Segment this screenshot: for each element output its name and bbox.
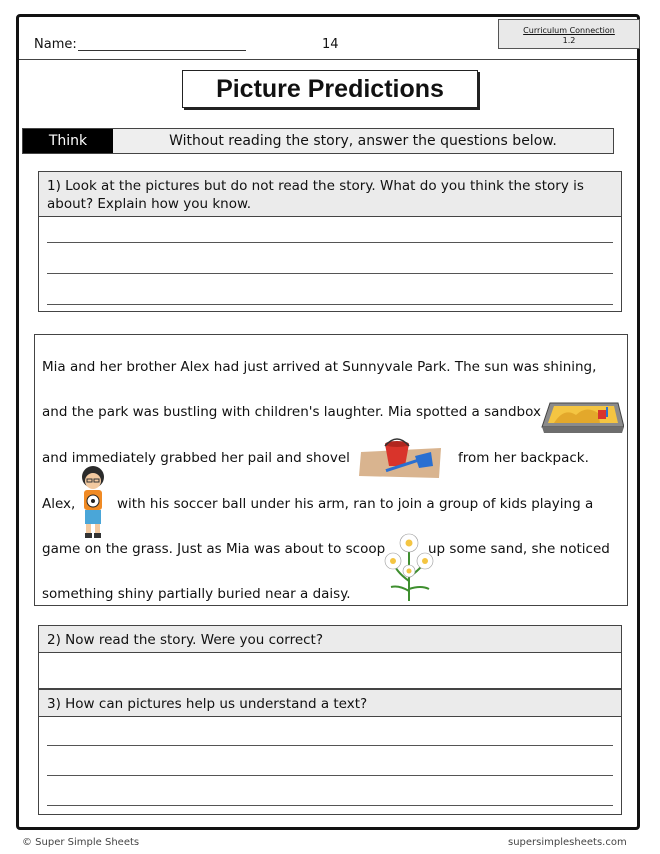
question-3-prompt: 3) How can pictures help us understand a text? [39, 690, 621, 717]
header-divider [19, 59, 637, 60]
answer-line[interactable] [47, 805, 613, 806]
question-2-box [38, 625, 622, 689]
story-line: with his soccer ball under his arm, ran to join a group of kids playing a [117, 496, 594, 512]
name-field[interactable] [78, 50, 246, 51]
story-line: and immediately grabbed her pail and shovel [42, 450, 350, 466]
curriculum-connection-badge [498, 19, 640, 49]
story-line: game on the grass. Just as Mia was about to scoop [42, 541, 386, 557]
think-bar [22, 128, 614, 154]
curriculum-code: 1.2 [562, 36, 576, 45]
question-3-box [38, 689, 622, 815]
footer-copyright: © Super Simple Sheets [22, 837, 140, 848]
page-title: Picture Predictions [182, 70, 478, 108]
answer-line[interactable] [47, 273, 613, 274]
name-label: Name: [34, 37, 77, 52]
sandbox-icon [540, 393, 624, 435]
think-label: Think [23, 129, 113, 153]
story-line: from her backpack. [458, 450, 589, 466]
page-number: 14 [322, 37, 339, 52]
story-line: Alex, [42, 496, 76, 512]
story-line: something shiny partially buried near a daisy. [42, 586, 351, 602]
question-1-box [38, 171, 622, 312]
boy-soccer-icon [77, 465, 109, 539]
answer-line[interactable] [47, 745, 613, 746]
think-instruction: Without reading the story, answer the questions below. [169, 133, 557, 149]
footer-website[interactable]: supersimplesheets.com [508, 837, 627, 848]
story-line: Mia and her brother Alex had just arrived at Sunnyvale Park. The sun was shining, [42, 359, 597, 375]
curriculum-title: Curriculum Connection [523, 26, 615, 35]
story-box [34, 334, 628, 606]
story-line: up some sand, she noticed [428, 541, 610, 557]
answer-line[interactable] [47, 242, 613, 243]
pail-shovel-icon [357, 434, 445, 480]
question-1-prompt: 1) Look at the pictures but do not read the story. What do you think the story is about? Explain how you know. [39, 172, 621, 217]
answer-line[interactable] [47, 304, 613, 305]
question-2-prompt: 2) Now read the story. Were you correct? [39, 626, 621, 653]
answer-line[interactable] [47, 775, 613, 776]
story-line: and the park was bustling with children's laughter. Mia spotted a sandbox [42, 404, 541, 420]
